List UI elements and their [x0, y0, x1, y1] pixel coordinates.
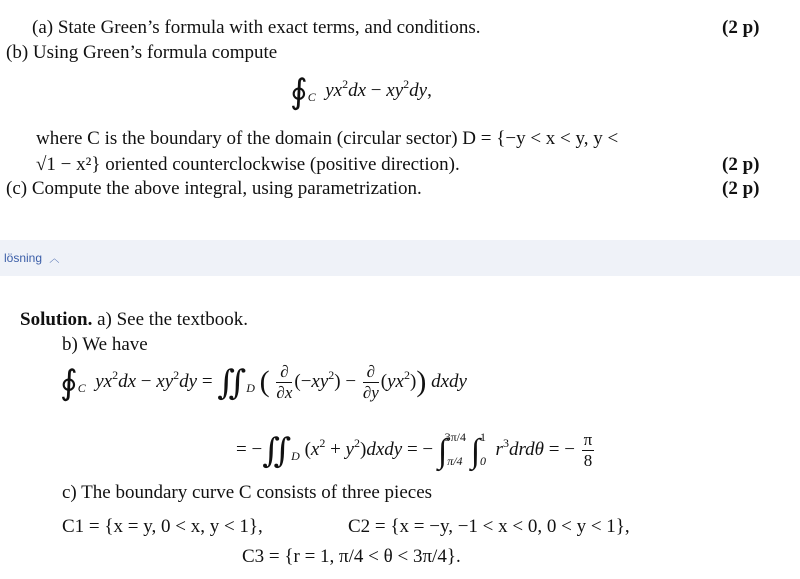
solution-toggle-label: lösning — [4, 251, 43, 265]
solution-heading: Solution. — [20, 309, 93, 330]
solution-toggle-bar — [0, 240, 800, 276]
curve-c3: C3 = {r = 1, π/4 < θ < 3π/4}. — [242, 546, 461, 567]
chevron-up-icon: ︿ — [49, 254, 60, 265]
solution-a — [20, 309, 248, 331]
integral-expression: $∮_C$ $yx^2dx - xy^2dy$, — [290, 74, 432, 111]
part-c-points: (2 p) — [722, 178, 760, 199]
part-a-points: (2 p) — [722, 17, 760, 38]
solution-b-text: b) We have — [62, 334, 148, 355]
where-line-1: where C is the boundary of the domain (circular sector) D = {−y < x < y, y < — [36, 128, 619, 149]
curve-c1: C1 = {x = y, 0 < x, y < 1}, — [62, 516, 263, 537]
part-c-text: (c) Compute the above integral, using parametrization. — [6, 178, 422, 199]
solution-a-text: a) See the textbook. — [97, 309, 248, 330]
part-b-text: (b) Using Green’s formula compute — [6, 42, 278, 63]
equation-line-1: $∮_C$ $yx^2dx - xy^2dy$ = $∬_D$ ( $\frac{\partial}{\partial x}$ $(-xy^2)$ − $\frac{\partial}{\partial y}$ $(yx^2)$) dxdy — [60, 362, 467, 402]
curve-c2: C2 = {x = −y, −1 < x < 0, 0 < y < 1}, — [348, 516, 630, 537]
solution-c-text: c) The boundary curve C consists of three pieces — [62, 482, 433, 503]
solution-toggle[interactable] — [4, 250, 59, 265]
part-b-points: (2 p) — [722, 154, 760, 175]
equation-line-2: = $-∬_D$ ($x^2$ + $y^2)dxdy$ = − $\int_{\pi/4}^{3\pi/4}$ $\int_0^1$ $r^3drd\theta$ = − $\frac{\pi}{8}$ — [236, 429, 593, 470]
part-a-text: (a) State Green’s formula with exact terms, and conditions. — [32, 17, 481, 38]
where-line-2: √1 − x²} oriented counterclockwise (positive direction). — [36, 154, 460, 175]
